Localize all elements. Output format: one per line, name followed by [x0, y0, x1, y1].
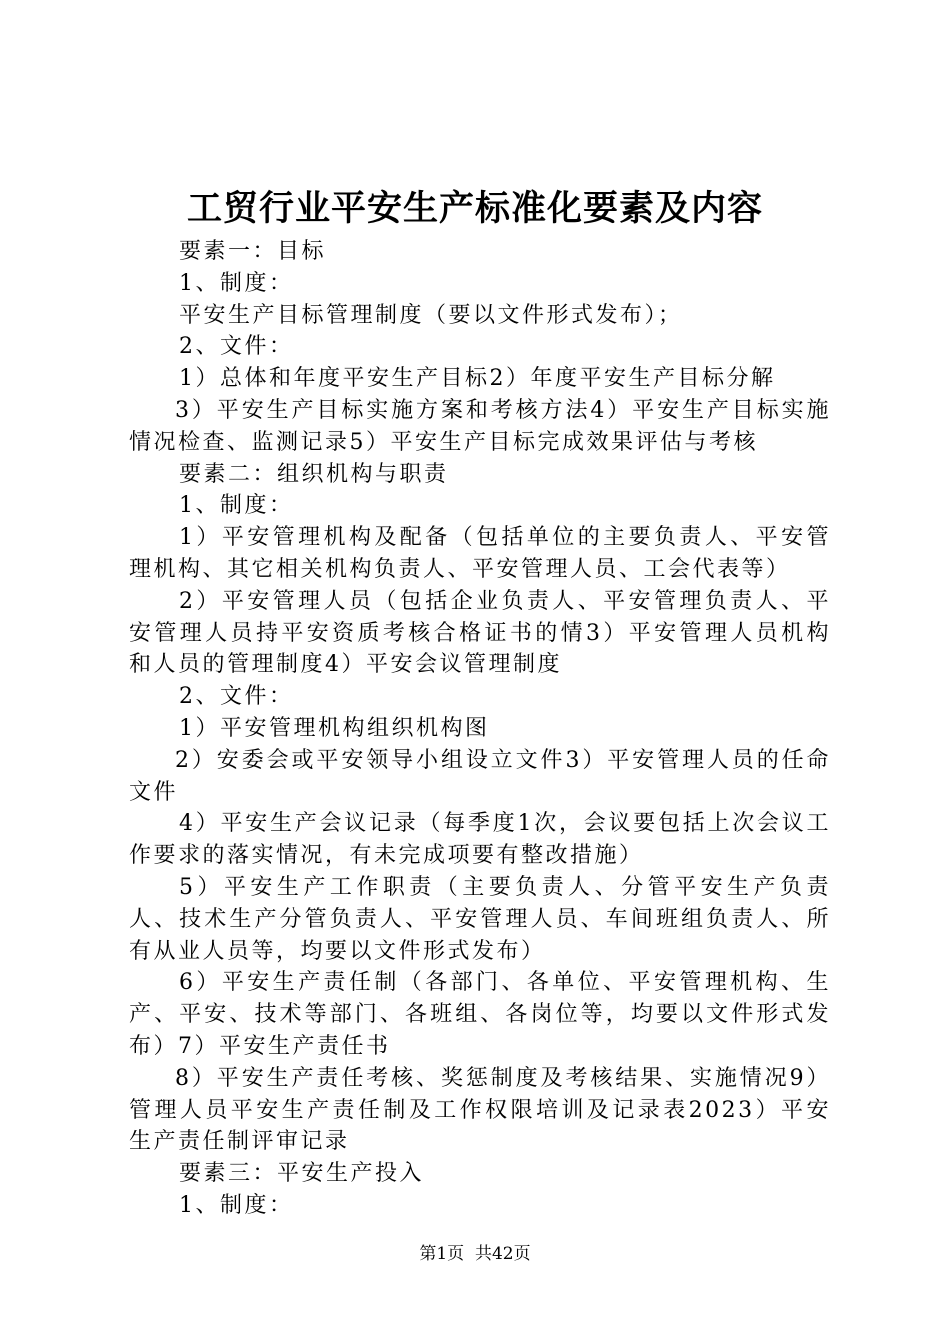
- paragraph: 1）总体和年度平安生产目标2）年度平安生产目标分解: [179, 366, 776, 392]
- paragraph: 1）平安管理机构组织机构图: [179, 715, 490, 741]
- paragraph: 6）平安生产责任制（各部门、各单位、平安管理机构、生产、平安、技术等部门、各班组、各岗位等，均要以文件形式发布）7）平安生产责任书: [129, 970, 831, 1059]
- paragraph: 要素一：目标: [179, 239, 327, 264]
- paragraph: 3）平安生产目标实施方案和考核方法4）平安生产目标实施情况检查、监测记录5）平安生产目标完成效果评估与考核: [129, 397, 831, 455]
- paragraph: 8）平安生产责任考核、奖惩制度及考核结果、实施情况9）管理人员平安生产责任制及工作权限培训及记录表2023）平安生产责任制评审记录: [129, 1065, 831, 1155]
- paragraph: 平安生产目标管理制度（要以文件形式发布）；: [179, 302, 683, 328]
- paragraph: 4）平安生产会议记录（每季度1次，会议要包括上次会议工作要求的落实情况，有未完成项要有整改措施）: [129, 811, 831, 869]
- paragraph: 2）安委会或平安领导小组设立文件3）平安管理人员的任命文件: [129, 747, 831, 805]
- paragraph: 2、文件：: [179, 334, 294, 360]
- paragraph: 1）平安管理机构及配备（包括单位的主要负责人、平安管理机构、其它相关机构负责人、平安管理人员、工会代表等）: [129, 525, 831, 582]
- document-title: 工贸行业平安生产标准化要素及内容: [186, 189, 763, 229]
- document-body: [129, 236, 831, 1222]
- paragraph: 要素三：平安生产投入: [179, 1161, 425, 1187]
- paragraph: 要素二：组织机构与职责: [179, 461, 449, 487]
- paragraph: 5）平安生产工作职责（主要负责人、分管平安生产负责人、技术生产分管负责人、平安管理人员、车间班组负责人、所有从业人员等，均要以文件形式发布）: [129, 874, 831, 964]
- page-number: 第1页 共42页: [419, 1244, 531, 1264]
- paragraph: 1、制度：: [179, 1192, 294, 1218]
- paragraph: 2）平安管理人员（包括企业负责人、平安管理负责人、平安管理人员持平安资质考核合格证书的情3）平安管理人员机构和人员的管理制度4）平安会议管理制度: [129, 588, 831, 678]
- paragraph: 1、制度：: [179, 493, 294, 519]
- page-footer: [0, 1243, 950, 1265]
- paragraph: 2、文件：: [179, 684, 294, 710]
- paragraph: 1、制度：: [179, 270, 294, 296]
